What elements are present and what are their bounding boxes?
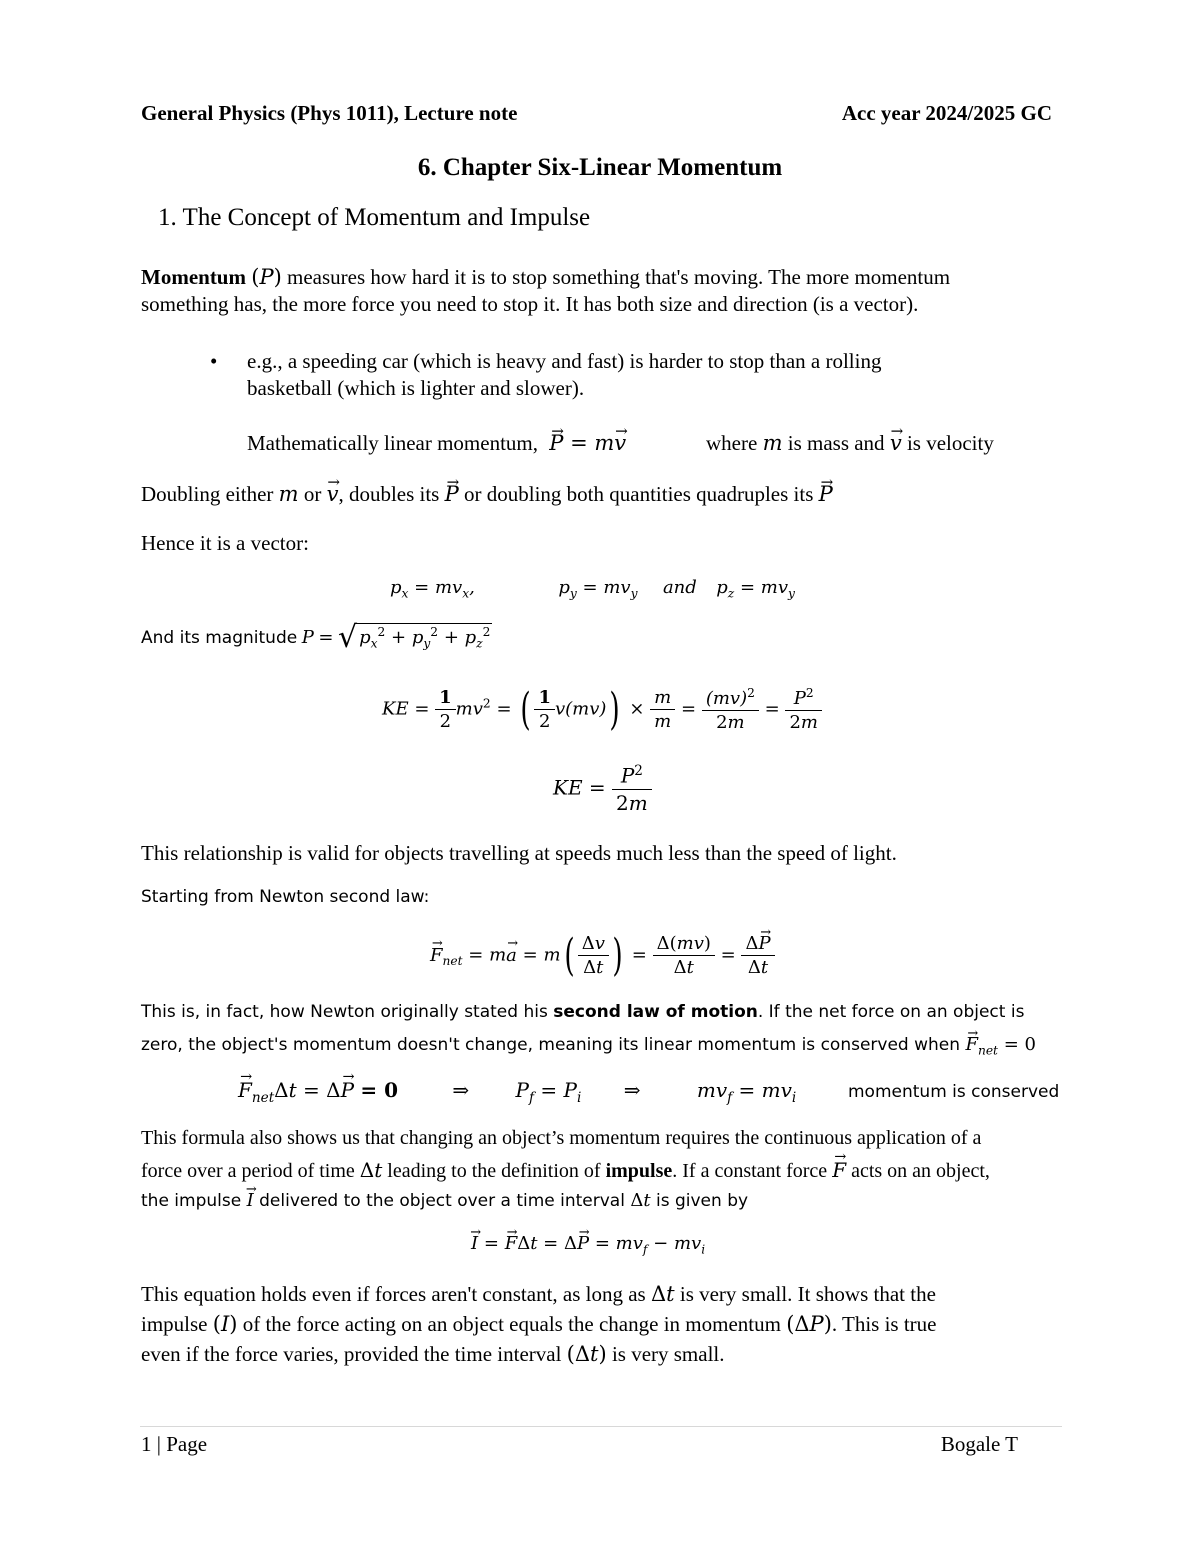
- conservation-equation: → $F_{net}\Delta t = \Delta\to P = 0$ ⇒ $P_f = P_i$ ⇒ $mv_f = mv_i$: [238, 1078, 796, 1106]
- momentum-line1-text: measures how hard it is to stop something that's moving. The more momentum: [287, 265, 951, 289]
- momentum-term: Momentum: [141, 265, 246, 289]
- bullet-line2: basketball (which is lighter and slower).: [247, 376, 585, 400]
- bullet-dot: •: [210, 349, 218, 373]
- impulse-equation: → I = → $F\Delta t = \Delta\to P = mv_f - mv_i$: [471, 1233, 705, 1257]
- newton-second-law-equation: → $F_{net} = m\to a = m$( $\frac{\Delta v}{\Delta t}$ ) = $\frac{\Delta(mv)}{\Delta t}$ = $\frac{\Delta\to P}{\Delta t}$: [430, 930, 775, 981]
- impulse-paragraph-line2: force over a period of time Δt leading to the definition of impulse. If a constant force → F acts on an object,: [141, 1158, 990, 1183]
- header-year: Acc year 2024/2025 GC: [841, 101, 1052, 125]
- momentum-paragraph-line1: Momentum (P) measures how hard it is to stop something that's moving. The more momentum: [141, 265, 951, 289]
- magnitude-line: And its magnitude P = √ $p_x^2 + p_y^2 + p_z^2$: [141, 620, 491, 655]
- momentum-symbol: P: [259, 265, 274, 289]
- newton-paragraph-line1: This is, in fact, how Newton originally stated his second law of motion. If the net force on an object is: [141, 1002, 1025, 1022]
- header-course: General Physics (Phys 1011), Lecture note: [141, 101, 518, 125]
- section-title: 1. The Concept of Momentum and Impulse: [158, 204, 591, 231]
- newton-paragraph-line2: zero, the object's momentum doesn't change, meaning its linear momentum is conserved when → $F_{net} = 0$: [141, 1034, 1036, 1058]
- bullet-line1: e.g., a speeding car (which is heavy and fast) is harder to stop than a rolling: [247, 349, 882, 373]
- final-paragraph-line2: impulse (I) of the force acting on an object equals the change in momentum (ΔP). This is true: [141, 1312, 937, 1336]
- impulse-paragraph-line3: the impulse → I delivered to the object over a time interval Δt is given by: [141, 1190, 748, 1211]
- kinetic-energy-derivation: KE = $\frac{1}{2}$ $mv^2$ = ( $\frac{1}{2}$ v(mv)) × $\frac{m}{m}$ = $\frac{(mv)^2}{2m}$ = $\frac{P^2}{2m}$: [382, 684, 822, 735]
- final-paragraph-line3: even if the force varies, provided the time interval (Δt) is very small.: [141, 1342, 725, 1366]
- footer-page: 1 | Page: [141, 1432, 208, 1456]
- newton-lead: Starting from Newton second law:: [141, 887, 430, 907]
- doubling-line: Doubling either m or → v, doubles its → P or doubling both quantities quadruples its → P: [141, 482, 833, 507]
- final-paragraph-line1: This equation holds even if forces aren't constant, as long as Δt is very small. It shows that the: [141, 1282, 936, 1306]
- momentum-equation: → P = m→ v: [549, 431, 626, 455]
- definition-lead: Mathematically linear momentum,: [247, 431, 538, 455]
- definition-where: where m is mass and → v is velocity: [706, 431, 994, 456]
- vector-line: Hence it is a vector:: [141, 531, 309, 555]
- impulse-paragraph-line1: This formula also shows us that changing an object’s momentum requires the continuous application of a: [141, 1127, 982, 1149]
- relativity-note: This relationship is valid for objects travelling at speeds much less than the speed of light.: [141, 841, 897, 865]
- kinetic-energy-result: KE = $\frac{P^2}{2m}$: [553, 763, 652, 815]
- conserved-label: momentum is conserved: [848, 1082, 1060, 1102]
- chapter-title: 6. Chapter Six-Linear Momentum: [417, 154, 783, 181]
- momentum-paragraph-line2: something has, the more force you need to stop it. It has both size and direction (is a vector).: [141, 292, 919, 316]
- momentum-definition: [247, 431, 626, 456]
- footer-author: Bogale T: [940, 1432, 1018, 1456]
- footer-divider: [140, 1426, 1062, 1427]
- component-equations: $p_x = mv_x$, $p_y = mv_y$ and $p_z = mv_y$: [390, 577, 795, 601]
